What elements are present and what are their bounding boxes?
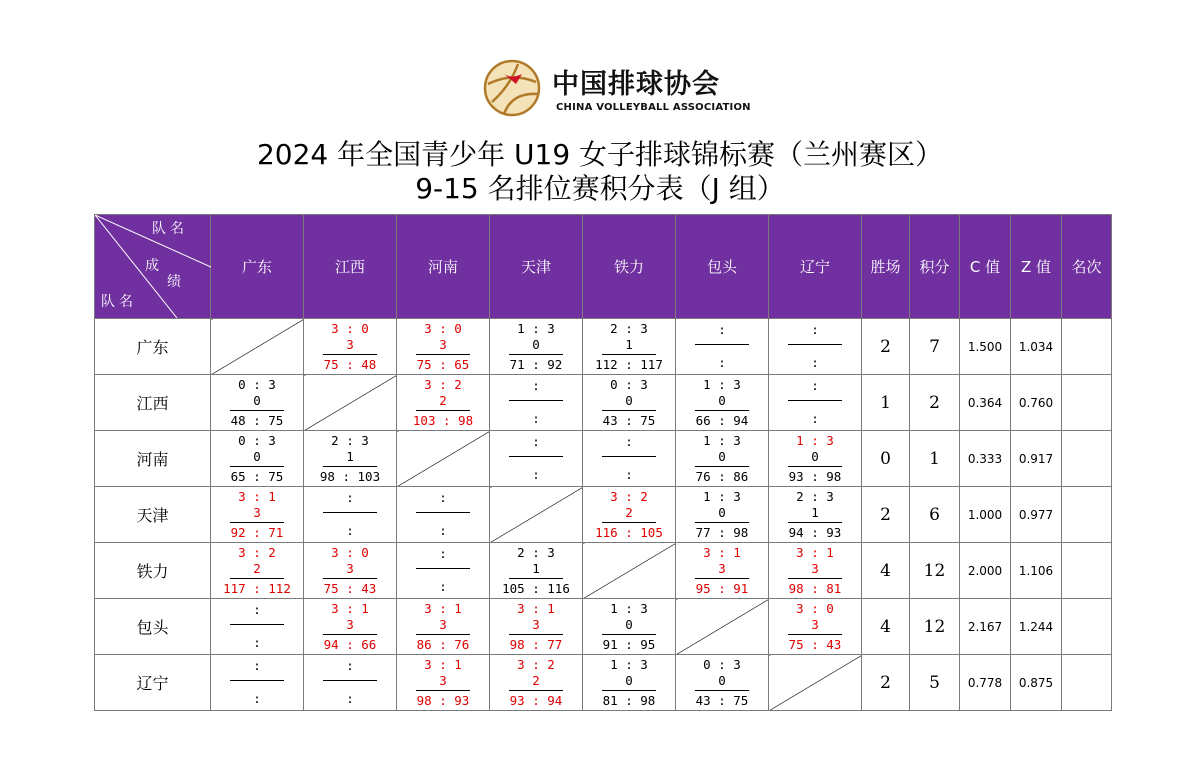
row-team-name: 天津 [95,487,211,543]
match-score: : [346,523,354,538]
rank-cell [1062,375,1112,431]
column-header-team: 江西 [304,215,397,319]
match-points: 3 [718,560,726,576]
wins-cell: 4 [862,599,910,655]
fraction-line [230,410,284,411]
logo-chinese-text: 中国排球协会 [552,69,720,100]
fraction-line [602,522,656,523]
match-sets: 3 : 1 [238,488,276,504]
match-score: : [439,523,447,538]
rank-cell [1062,543,1112,599]
match-sets: : [253,602,261,617]
table-row [95,543,1112,599]
self-match-cell [211,319,304,375]
match-sets: 3 : 1 [424,600,462,616]
match-sets: : [532,378,540,393]
match-sets: 1 : 3 [610,600,648,616]
fraction-line [788,634,842,635]
row-team-name: 包头 [95,599,211,655]
z-value-cell: 0.875 [1011,655,1062,711]
z-value-cell: 1.244 [1011,599,1062,655]
fraction-line [695,466,749,467]
column-header-team: 广东 [211,215,304,319]
fraction-line [416,410,470,411]
fraction-line [509,400,563,401]
match-result-cell [397,599,490,655]
match-result-cell [304,599,397,655]
table-row [95,375,1112,431]
c-value-cell: 0.778 [960,655,1011,711]
table-row [95,655,1112,711]
match-sets: 1 : 3 [703,488,741,504]
self-match-cell [769,655,862,711]
table-row [95,487,1112,543]
match-sets: : [811,378,819,393]
fraction-line [323,354,377,355]
match-sets: 3 : 0 [331,544,369,560]
match-score: 94 : 66 [323,636,377,652]
wins-cell: 2 [862,655,910,711]
match-points: 3 [439,616,447,632]
fraction-line [602,410,656,411]
match-result-cell [397,375,490,431]
table-row [95,599,1112,655]
match-points: 0 [718,672,726,688]
match-points: 3 [439,336,447,352]
match-result-cell [490,543,583,599]
match-sets: 3 : 1 [331,600,369,616]
wins-cell: 1 [862,375,910,431]
match-score: : [346,691,354,706]
fraction-line [695,690,749,691]
match-result-cell [583,487,676,543]
match-points: 0 [253,392,261,408]
match-result-cell [676,543,769,599]
fraction-line [602,690,656,691]
match-points: 0 [253,448,261,464]
points-cell: 2 [910,375,960,431]
match-score: 103 : 98 [412,412,474,428]
corner-team-label-bottom: 队名 [101,294,137,310]
self-match-cell [397,431,490,487]
match-sets: 3 : 1 [517,600,555,616]
match-score: 75 : 65 [416,356,470,372]
table-row [95,319,1112,375]
match-score: 75 : 43 [788,636,842,652]
match-score: 98 : 81 [788,580,842,596]
match-result-cell [490,375,583,431]
match-sets: 2 : 3 [610,320,648,336]
points-cell: 5 [910,655,960,711]
match-score: 93 : 98 [788,468,842,484]
fraction-line [509,354,563,355]
match-points: 0 [811,448,819,464]
standings-table [94,214,1112,711]
match-result-cell [769,319,862,375]
match-result-cell [304,655,397,711]
match-sets: 3 : 2 [610,488,648,504]
match-points: 2 [253,560,261,576]
rank-cell [1062,319,1112,375]
column-header-points: 积分 [910,215,960,319]
match-points: 2 [532,672,540,688]
z-value-cell: 1.106 [1011,543,1062,599]
fraction-line [788,466,842,467]
c-value-cell: 1.000 [960,487,1011,543]
fraction-line [602,456,656,457]
match-score: 43 : 75 [695,692,749,708]
match-points: 1 [625,336,633,352]
match-score: : [625,467,633,482]
match-result-cell [583,319,676,375]
match-result-cell [211,655,304,711]
fraction-line [323,680,377,681]
fraction-line [416,690,470,691]
match-points: 0 [718,392,726,408]
match-sets: 3 : 0 [331,320,369,336]
match-points: 3 [811,616,819,632]
match-result-cell [490,655,583,711]
fraction-line [230,680,284,681]
match-score: 93 : 94 [509,692,563,708]
rank-cell [1062,655,1112,711]
match-points: 0 [625,616,633,632]
match-result-cell [397,487,490,543]
fraction-line [788,344,842,345]
self-match-cell [676,599,769,655]
corner-cell [95,215,211,319]
match-result-cell [676,319,769,375]
c-value-cell: 0.333 [960,431,1011,487]
match-sets: 3 : 2 [517,656,555,672]
match-result-cell [583,375,676,431]
fraction-line [695,578,749,579]
match-result-cell [304,431,397,487]
match-sets: 1 : 3 [703,376,741,392]
points-cell: 7 [910,319,960,375]
fraction-line [323,466,377,467]
match-score: 91 : 95 [602,636,656,652]
match-score: 43 : 75 [602,412,656,428]
points-cell: 12 [910,543,960,599]
match-points: 2 [625,504,633,520]
match-points: 0 [625,672,633,688]
fraction-line [695,522,749,523]
match-sets: 1 : 3 [703,432,741,448]
match-score: 92 : 71 [230,524,284,540]
fraction-line [416,354,470,355]
match-sets: 3 : 2 [238,544,276,560]
match-result-cell [304,319,397,375]
match-sets: 0 : 3 [238,432,276,448]
corner-result-label-1: 成 [145,258,159,274]
match-score: 76 : 86 [695,468,749,484]
match-result-cell [211,431,304,487]
column-header-team: 包头 [676,215,769,319]
match-score: : [718,355,726,370]
fraction-line [323,634,377,635]
corner-result-label-2: 绩 [167,274,181,290]
match-score: 65 : 75 [230,468,284,484]
row-team-name: 辽宁 [95,655,211,711]
self-match-cell [304,375,397,431]
rank-cell [1062,487,1112,543]
match-score: 81 : 98 [602,692,656,708]
logo-english-text: CHINA VOLLEYBALL ASSOCIATION [556,102,751,113]
match-score: 95 : 91 [695,580,749,596]
match-points: 1 [811,504,819,520]
match-result-cell [676,487,769,543]
match-result-cell [211,599,304,655]
match-sets: 3 : 0 [424,320,462,336]
match-sets: 0 : 3 [238,376,276,392]
column-header-team: 天津 [490,215,583,319]
match-result-cell [397,543,490,599]
match-points: 2 [439,392,447,408]
match-sets: 2 : 3 [331,432,369,448]
match-sets: : [718,322,726,337]
rank-cell [1062,599,1112,655]
match-result-cell [583,655,676,711]
match-result-cell [676,655,769,711]
match-score: 116 : 105 [595,524,663,540]
match-sets: 3 : 0 [796,600,834,616]
column-header-team: 河南 [397,215,490,319]
column-header-z-value: Z 值 [1011,215,1062,319]
match-sets: 3 : 1 [703,544,741,560]
match-points: 0 [532,336,540,352]
match-score: 86 : 76 [416,636,470,652]
points-cell: 12 [910,599,960,655]
match-sets: : [532,434,540,449]
match-sets: 1 : 3 [517,320,555,336]
rank-cell [1062,431,1112,487]
match-points: 3 [811,560,819,576]
match-result-cell [490,319,583,375]
fraction-line [323,512,377,513]
fraction-line [602,354,656,355]
row-team-name: 江西 [95,375,211,431]
match-sets: 0 : 3 [610,376,648,392]
match-result-cell [676,375,769,431]
match-result-cell [769,431,862,487]
column-header-wins: 胜场 [862,215,910,319]
fraction-line [509,456,563,457]
column-header-c-value: C 值 [960,215,1011,319]
fraction-line [230,466,284,467]
column-header-team: 辽宁 [769,215,862,319]
match-score: : [253,635,261,650]
cva-logo [482,58,751,120]
match-score: 71 : 92 [509,356,563,372]
match-result-cell [304,487,397,543]
fraction-line [416,512,470,513]
fraction-line [323,578,377,579]
fraction-line [416,634,470,635]
fraction-line [602,634,656,635]
fraction-line [695,344,749,345]
fraction-line [788,522,842,523]
match-score: 112 : 117 [595,356,663,372]
match-result-cell [769,599,862,655]
c-value-cell: 2.167 [960,599,1011,655]
match-score: : [532,467,540,482]
match-result-cell [211,487,304,543]
match-score: : [253,691,261,706]
corner-team-label-top: 队名 [152,221,188,237]
match-sets: 2 : 3 [517,544,555,560]
match-result-cell [211,375,304,431]
volleyball-logo-icon [482,58,542,118]
match-score: 98 : 103 [319,468,381,484]
match-sets: 1 : 3 [610,656,648,672]
match-points: 0 [718,504,726,520]
match-score: 66 : 94 [695,412,749,428]
match-score: 75 : 48 [323,356,377,372]
match-result-cell [769,487,862,543]
match-score: 77 : 98 [695,524,749,540]
z-value-cell: 1.034 [1011,319,1062,375]
fraction-line [230,624,284,625]
z-value-cell: 0.977 [1011,487,1062,543]
match-result-cell [211,543,304,599]
table-row [95,431,1112,487]
match-sets: : [625,434,633,449]
fraction-line [509,578,563,579]
match-points: 3 [439,672,447,688]
header-row [95,215,1112,319]
match-sets: 3 : 1 [796,544,834,560]
match-sets: : [439,490,447,505]
match-result-cell [304,543,397,599]
z-value-cell: 0.917 [1011,431,1062,487]
match-score: 48 : 75 [230,412,284,428]
fraction-line [416,568,470,569]
match-points: 3 [253,504,261,520]
match-sets: : [346,490,354,505]
match-result-cell [769,375,862,431]
match-result-cell [769,543,862,599]
match-score: 75 : 43 [323,580,377,596]
match-points: 1 [346,448,354,464]
match-result-cell [583,431,676,487]
match-sets: 3 : 1 [424,656,462,672]
self-match-cell [583,543,676,599]
points-cell: 1 [910,431,960,487]
fraction-line [509,634,563,635]
match-result-cell [583,599,676,655]
match-result-cell [397,655,490,711]
match-points: 3 [532,616,540,632]
match-points: 3 [346,336,354,352]
match-score: 94 : 93 [788,524,842,540]
match-score: : [811,411,819,426]
match-score: : [439,579,447,594]
fraction-line [509,690,563,691]
z-value-cell: 0.760 [1011,375,1062,431]
wins-cell: 2 [862,487,910,543]
match-sets: : [253,658,261,673]
match-score: 105 : 116 [502,580,570,596]
match-sets: 0 : 3 [703,656,741,672]
page-title: 2024 年全国青少年 U19 女子排球锦标赛（兰州赛区） [256,138,944,171]
c-value-cell: 2.000 [960,543,1011,599]
match-points: 0 [625,392,633,408]
match-sets: : [811,322,819,337]
match-points: 1 [532,560,540,576]
match-sets: 3 : 2 [424,376,462,392]
wins-cell: 0 [862,431,910,487]
wins-cell: 4 [862,543,910,599]
fraction-line [788,578,842,579]
match-score: : [532,411,540,426]
match-sets: 2 : 3 [796,488,834,504]
match-points: 3 [346,616,354,632]
match-result-cell [397,319,490,375]
match-score: : [811,355,819,370]
match-score: 98 : 93 [416,692,470,708]
self-match-cell [490,487,583,543]
match-sets: : [346,658,354,673]
row-team-name: 河南 [95,431,211,487]
row-team-name: 广东 [95,319,211,375]
match-points: 3 [346,560,354,576]
fraction-line [230,522,284,523]
points-cell: 6 [910,487,960,543]
match-points: 0 [718,448,726,464]
column-header-team: 铁力 [583,215,676,319]
column-header-rank: 名次 [1062,215,1112,319]
c-value-cell: 0.364 [960,375,1011,431]
match-sets: : [439,546,447,561]
c-value-cell: 1.500 [960,319,1011,375]
match-score: 98 : 77 [509,636,563,652]
match-result-cell [490,599,583,655]
match-result-cell [490,431,583,487]
fraction-line [788,400,842,401]
wins-cell: 2 [862,319,910,375]
page-subtitle: 9-15 名排位赛积分表（J 组） [415,172,785,205]
fraction-line [695,410,749,411]
match-result-cell [676,431,769,487]
row-team-name: 铁力 [95,543,211,599]
match-score: 117 : 112 [223,580,291,596]
match-sets: 1 : 3 [796,432,834,448]
fraction-line [230,578,284,579]
